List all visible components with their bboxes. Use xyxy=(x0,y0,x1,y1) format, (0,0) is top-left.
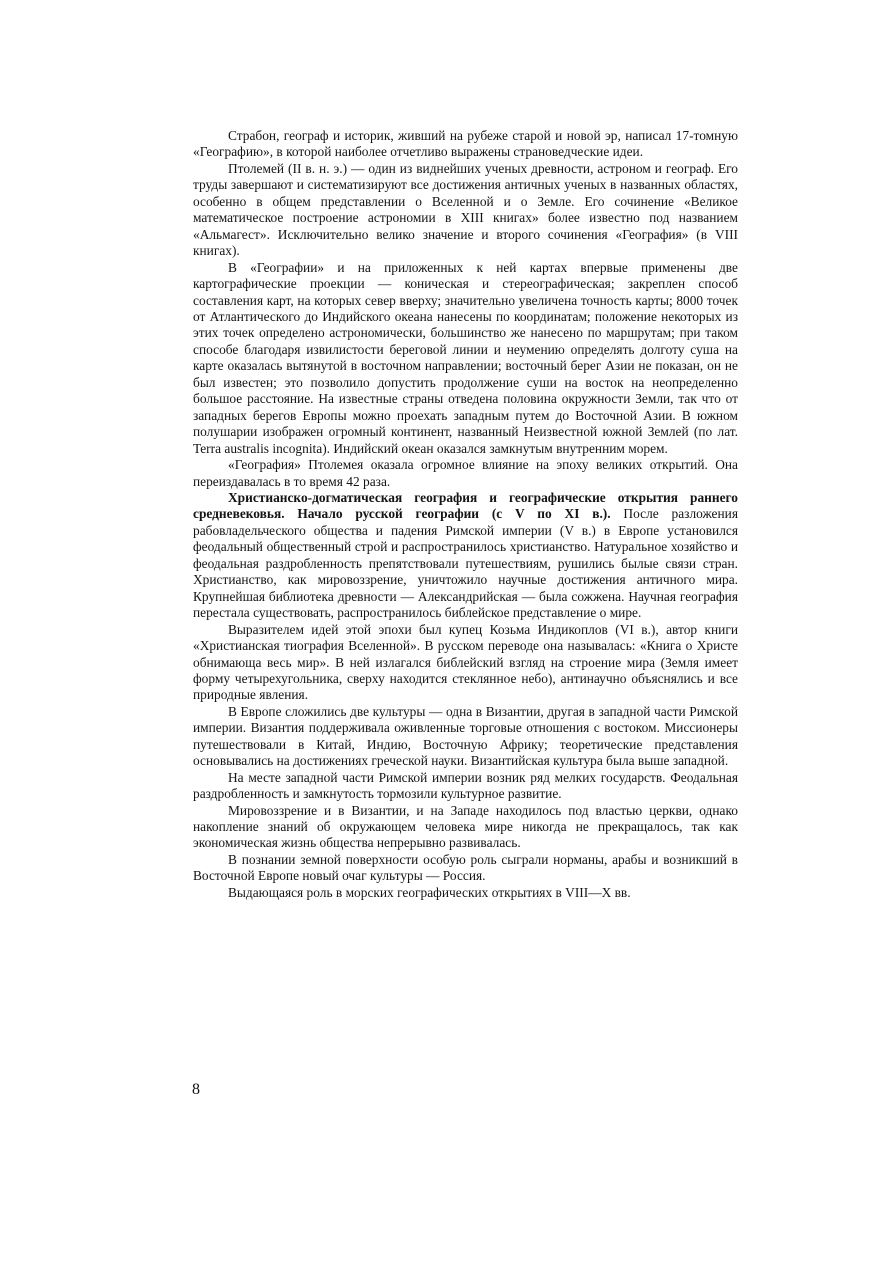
paragraph-ptolemy: Птолемей (II в. н. э.) — один из виднейших ученых древности, астроном и географ. Его труды завершают и систематизируют все достижения античных ученых в названных областях, особенно в общем представлении о Вселенной и о Земле. Его сочинение «Великое математическое построение астрономии в XIII книгах» более известно под названием «Альмагест». Исключительно велико значение и второго сочинения «География» (в VIII книгах). xyxy=(193,160,738,259)
paragraph-geography-maps: В «Географии» и на приложенных к ней картах впервые применены две картографические проекции — коническая и стереографическая; закреплен способ составления карт, на которых север вверху; значительно увеличена точность карты; 8000 точек от Атлантического до Индийского океана нанесены по координатам; положение некоторых из этих точек определено астрономически, большинство же нанесено по маршрутам; при таком способе благодаря извилистости береговой линии и неумению определять долготу суша на карте оказалась вытянутой в восточном направлении; восточный берег Азии не показан, он не был известен; это позволило допустить продолжение суши на восток на неопределенно большое расстояние. На известные страны отведена половина окружности Земли, так что от западных берегов Европы можно проехать западным путем до Восточной Азии. В южном полушарии изображен огромный континент, названный Неизвестной южной Землей (по лат. Terra australis incognita). Индийский океан оказался замкнутым внутренним морем. xyxy=(193,259,738,456)
paragraph-normans: В познании земной поверхности особую роль сыграли норманы, арабы и возникший в Восточной Европе новый очаг культуры — Россия. xyxy=(193,851,738,884)
paragraph-kozma: Выразителем идей этой эпохи был купец Козьма Индикоплов (VI в.), автор книги «Христианская тиография Вселенной». В русском переводе она называлась: «Книга о Христе обнимающа весь мир». В ней излагался библейский взгляд на строение мира (Земля имеет форму четырехугольника, сверху находится стеклянное небо), антинаучно объяснялись и все природные явления. xyxy=(193,621,738,703)
section-heading: Христианско-догматическая география и географические открытия раннего средневековья. Начало русской географии (с V по XI в.). xyxy=(193,489,738,522)
section-body: После разложения рабовладельческого общества и падения Римской империи (V в.) в Европе установился феодальный общественный строй и распространилось христианство. Натуральное хозяйство и феодальная раздробленность препятствовали путешествиям, рушились былые связи стран. Христианство, как мировоззрение, уничтожило научные достижения античного мира. Крупнейшая библиотека древности — Александрийская — была сожжена. Научная география перестала существовать, распространилось библейское представление о мире. xyxy=(193,506,738,621)
paragraph-section-christian xyxy=(193,490,738,622)
paragraph-two-cultures: В Европе сложились две культуры — одна в Византии, другая в западной части Римской империи. Византия поддерживала оживленные торговые отношения с востоком. Миссионеры путешествовали в Китай, Индию, Восточную Африку; теоретические представления основывались на достижениях греческой науки. Византийская культура была выше западной. xyxy=(193,703,738,769)
paragraph-church: Мировоззрение и в Византии, и на Западе находилось под властью церкви, однако накопление знаний об окружающем человека мире никогда не прекращалось, так как экономическая жизнь общества непрерывно развивалась. xyxy=(193,802,738,851)
paragraph-western-states: На месте западной части Римской империи возник ряд мелких государств. Феодальная раздробленность и замкнутость тормозили культурное развитие. xyxy=(193,769,738,802)
paragraph-maritime: Выдающаяся роль в морских географических открытиях в VIII—X вв. xyxy=(228,884,631,900)
paragraph-strabo: Страбон, географ и историк, живший на рубеже старой и новой эр, написал 17-томную «Географию», в которой наиболее отчетливо выражены страноведческие идеи. xyxy=(193,128,738,160)
page-number: 8 xyxy=(192,1081,200,1098)
page-text-column xyxy=(193,128,738,901)
paragraph-geography-influence: «География» Птолемея оказала огромное влияние на эпоху великих открытий. Она переиздавалась в то время 42 раза. xyxy=(193,457,738,489)
